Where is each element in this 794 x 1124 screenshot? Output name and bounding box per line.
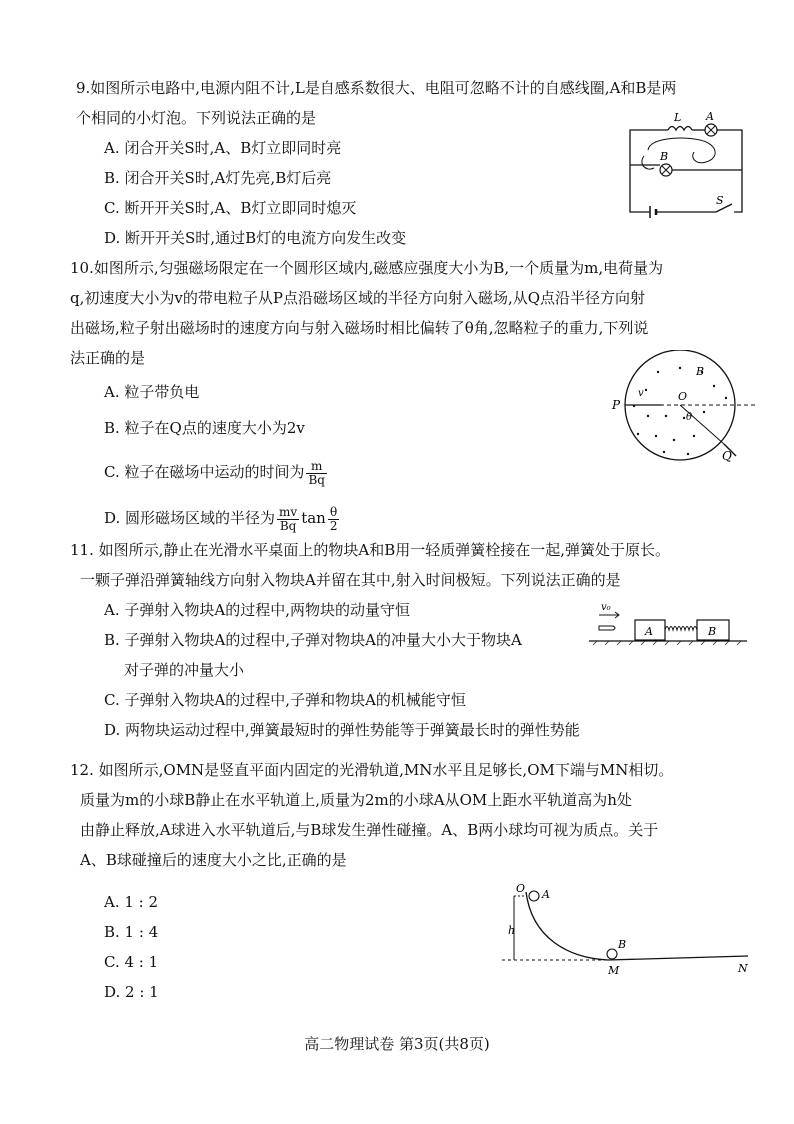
q12-label-a: A (542, 888, 550, 901)
q9-option-b: B. 闭合开关S时,A灯先亮,B灯后亮 (104, 169, 332, 187)
q9-option-a: A. 闭合开关S时,A、B灯立即同时亮 (104, 139, 342, 157)
q10-label-p: P (612, 398, 621, 412)
q10-option-c-den: Bq (308, 472, 325, 487)
q9-label-s: S (716, 194, 724, 207)
q12-option-c: C. 4 : 1 (104, 953, 159, 971)
q9-circuit-diagram (620, 110, 750, 220)
q10-label-v: v (638, 388, 644, 399)
q12-label-n: N (738, 962, 748, 975)
q10-option-d-tan: tan (301, 509, 326, 527)
q10-option-d-den2: 2 (329, 518, 338, 533)
q12-option-b: B. 1 : 4 (104, 923, 159, 941)
q12-stem-line2: 质量为m的小球B静止在水平轨道上,质量为2m的小球A从OM上距水平轨道高为h处 (80, 791, 632, 809)
q10-option-d-fraction1 (277, 506, 299, 533)
q12-stem-line4: A、B球碰撞后的速度大小之比,正确的是 (80, 851, 347, 869)
q10-label-o: O (678, 390, 688, 403)
q10-label-theta: θ (686, 412, 693, 423)
q12-option-a: A. 1 : 2 (104, 893, 159, 911)
q10-option-c-fraction (306, 460, 327, 487)
q10-label-b: B (696, 365, 705, 378)
q11-stem-line1: 11. 如图所示,静止在光滑水平桌面上的物块A和B用一轻质弹簧栓接在一起,弹簧处于原长。 (70, 541, 671, 559)
q12-stem-line1: 12. 如图所示,OMN是竖直平面内固定的光滑轨道,MN水平且足够长,OM下端与MN相切。 (70, 761, 674, 779)
ball-b (607, 949, 617, 959)
q11-option-b: B. 子弹射入物块A的过程中,子弹对物块A的冲量大小大于物块A (104, 631, 522, 649)
q12-label-m: M (608, 964, 620, 977)
q10-stem-line3: 出磁场,粒子射出磁场时的速度方向与射入磁场时相比偏转了θ角,忽略粒子的重力,下列说 (70, 319, 649, 337)
q11-option-b-cont: 对子弹的冲量大小 (124, 661, 245, 679)
q10-stem-line1: 10.如图所示,匀强磁场限定在一个圆形区域内,磁感应强度大小为B,一个质量为m,电荷量为 (70, 259, 664, 277)
q11-block-spring-diagram (585, 598, 755, 648)
q10-option-c-num: m (306, 460, 327, 474)
q10-magnetic-field-diagram (608, 350, 758, 470)
bullet (599, 626, 615, 630)
q12-label-o: O (516, 882, 526, 895)
q9-label-l: L (674, 111, 682, 124)
q11-label-v0: v₀ (601, 602, 611, 613)
field-dots (633, 367, 727, 455)
q12-option-d: D. 2 : 1 (104, 983, 159, 1001)
q11-label-a: A (645, 625, 653, 638)
q9-option-d: D. 断开开关S时,通过B灯的电流方向发生改变 (104, 229, 407, 247)
inductor-coil (668, 127, 692, 131)
q12-label-h: h (508, 924, 516, 937)
q10-option-d-num1: mv (279, 504, 298, 519)
q10-option-d-num2: θ (328, 506, 340, 520)
q9-stem-line2: 个相同的小灯泡。下列说法正确的是 (76, 109, 317, 127)
q9-label-a: A (706, 110, 714, 123)
q9-label-b: B (660, 150, 669, 163)
q10-option-d-fraction2 (328, 506, 340, 533)
q10-option-d (92, 501, 752, 535)
q11-option-c: C. 子弹射入物块A的过程中,子弹和物块A的机械能守恒 (104, 691, 466, 709)
q9-option-c: C. 断开开关S时,A、B灯立即同时熄灭 (104, 199, 357, 217)
q12-stem-line3: 由静止释放,A球进入水平轨道后,与B球发生弹性碰撞。A、B两小球均可视为质点。关于 (80, 821, 659, 839)
q10-option-a: A. 粒子带负电 (104, 383, 200, 401)
q10-option-d-text: D. 圆形磁场区域的半径为 (104, 509, 276, 527)
q10-stem-line2: q,初速度大小为v的带电粒子从P点沿磁场区域的半径方向射入磁场,从Q点沿半径方向射 (70, 289, 646, 307)
q12-track-diagram (498, 878, 760, 978)
q10-stem-line4: 法正确的是 (70, 349, 146, 367)
q11-option-d: D. 两物块运动过程中,弹簧最短时的弹性势能等于弹簧最长时的弹性势能 (104, 721, 580, 739)
q10-label-q: Q (722, 449, 732, 463)
q9-stem-line1: 9.如图所示电路中,电源内阻不计,L是自感系数很大、电阻可忽略不计的自感线圈,A和B是两 (76, 79, 677, 97)
q11-option-a: A. 子弹射入物块A的过程中,两物块的动量守恒 (104, 601, 410, 619)
q11-stem-line2: 一颗子弹沿弹簧轴线方向射入物块A并留在其中,射入时间极短。下列说法正确的是 (80, 571, 621, 589)
ball-a (529, 891, 539, 901)
q11-label-b: B (708, 625, 717, 638)
track-omn (526, 892, 748, 960)
q10-option-b: B. 粒子在Q点的速度大小为2v (104, 419, 305, 437)
page-footer: 高二物理试卷 第3页(共8页) (304, 1035, 490, 1053)
spring (665, 627, 697, 631)
q12-label-b: B (618, 938, 627, 951)
q10-option-d-den1: Bq (279, 518, 297, 533)
q10-option-c-text: C. 粒子在磁场中运动的时间为 (104, 463, 305, 481)
